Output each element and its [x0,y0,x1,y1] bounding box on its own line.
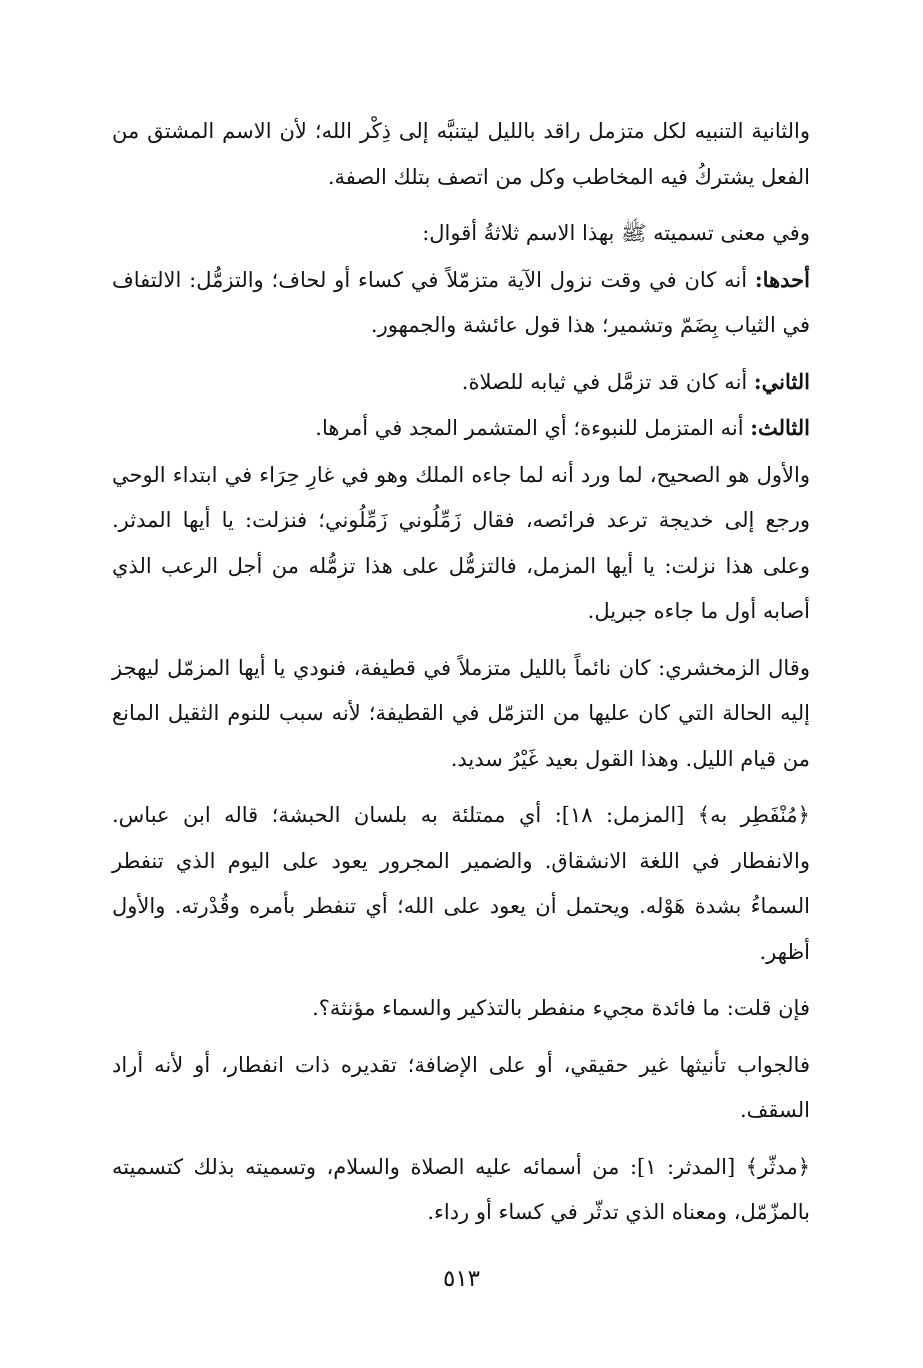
paragraph-zamakhshari [112,645,810,783]
paragraph-lead: أحدها: [754,266,810,292]
paragraph-text: أنه المتزمل للنبوءة؛ أي المتشمر المجد في أمرها. [315,416,751,440]
page-number: ٥١٣ [442,1266,481,1292]
paragraph-text: فإن قلت: ما فائدة مجيء منفطر بالتذكير والسماء مؤنثة؟. [312,996,810,1020]
paragraph-text: أنه كان في وقت نزول الآية متزمّلاً في كساء أو لحاف؛ والتزمُّل: الالتفاف في الثياب بِضَمّ وتشمير؛ هذا قول عائشة والجمهور. [112,267,810,337]
paragraph-text: والثانية التنبيه لكل متزمل راقد بالليل ليتنبَّه إلى ذِكْر الله؛ لأن الاسم المشتق من الفعل يشتركُ فيه المخاطب وكل من اتصف بتلك الصفة. [112,119,810,189]
paragraph-text: ﴿مُنْفَطِر به﴾ [المزمل: ١٨]: أي ممتلئة به بلسان الحبشة؛ قاله ابن عباس. والانفطار في اللغة الانشقاق. والضمير المجرور يعود على اليوم الذي تنفطر السماءُ بشدة هَوْله. ويحتمل أن يعود على الله؛ أي تنفطر بأمره وقُدْرته. والأول أظهر. [112,803,810,964]
paragraph-naming-intro [112,210,810,257]
paragraph-third-opinion [112,405,810,452]
paragraph-lead: الثالث: [750,415,810,440]
paragraph-text: فالجواب تأنيثها غير حقيقي، أو على الإضافة؛ تقديره ذات انفطار، أو لأنه أراد السقف. [112,1052,810,1122]
paragraph-second-benefit [112,108,810,200]
paragraph-text: وقال الزمخشري: كان نائماً بالليل متزملاً في قطيفة، فنودي يا أيها المزمّل ليهجز إليه الحالة التي كان عليها من التزمّل في القطيفة؛ لأنه سبب للنوم الثقيل المانع من قيام الليل. وهذا القول بعيد غَيْرُ سديد. [112,655,810,771]
page-body [112,108,810,1236]
paragraph-muddaththir [112,1144,810,1236]
paragraph-text: أنه كان قد تزمَّل في ثيابه للصلاة. [461,369,754,394]
paragraph-text: وفي معنى تسميته ﷺ بهذا الاسم ثلاثةُ أقوال: [422,221,810,245]
paragraph-munfatir [112,792,810,975]
paragraph-first-opinion [112,257,810,349]
paragraph-text: والأول هو الصحيح، لما ورد أنه لما جاءه الملك وهو في غارِ حِرَاء في ابتداء الوحي ورجع إلى خديجة ترعد فرائصه، فقال زَمِّلُوني زَمِّلُوني؛ فنزلت: يا أيها المدثر. وعلى هذا نزلت: يا أيها المزمل، فالتزمُّل على هذا تزمُّله من أجل الرعب الذي أصابه أول ما جاءه جبريل. [112,462,810,623]
paragraph-second-opinion [112,359,810,406]
paragraph-question [112,985,810,1032]
paragraph-answer [112,1042,810,1134]
paragraph-text: ﴿مدثّر﴾ [المدثر: ١]: من أسمائه عليه الصلاة والسلام، وتسميته بذلك كتسميته بالمزّمّل، ومعناه الذي تدثّر في كساء أو رداء. [112,1154,810,1224]
paragraph-correct-opinion [112,452,810,635]
paragraph-lead: الثاني: [753,368,810,394]
